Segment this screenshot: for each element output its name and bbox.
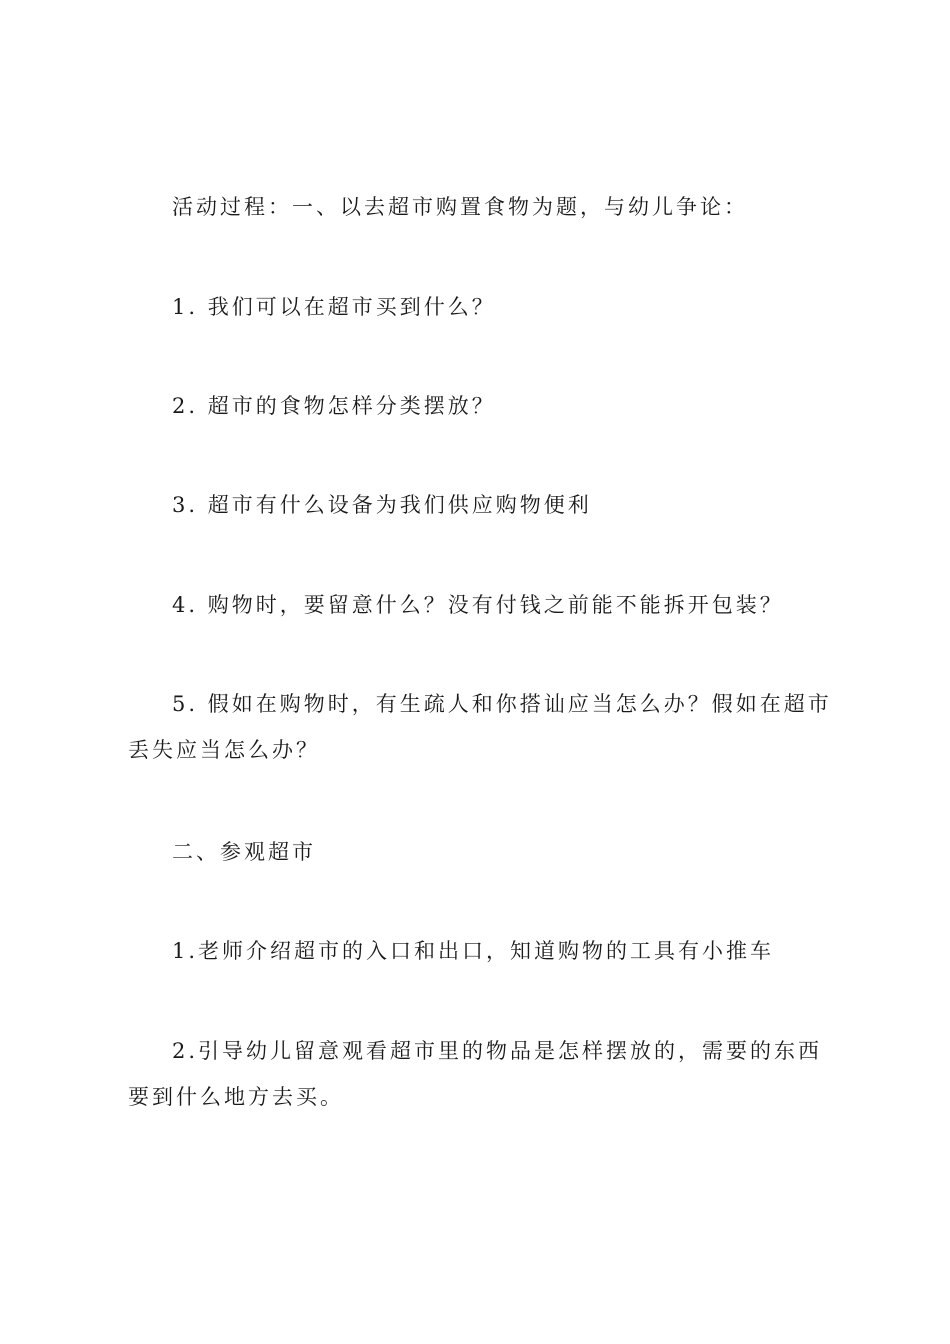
question-5: 5. 假如在购物时，有生疏人和你搭讪应当怎么办？假如在超市丢失应当怎么办？: [128, 692, 832, 762]
question-4: 4. 购物时，要留意什么？没有付钱之前能不能拆开包装？: [172, 593, 784, 617]
question-1: 1. 我们可以在超市买到什么？: [172, 295, 496, 319]
section-2-item-1: 1.老师介绍超市的入口和出口，知道购物的工具有小推车: [172, 939, 775, 963]
question-3: 3. 超市有什么设备为我们供应购物便利: [172, 493, 592, 517]
section-2-item-2: 2.引导幼儿留意观看超市里的物品是怎样摆放的，需要的东西要到什么地方去买。: [128, 1039, 823, 1109]
question-2: 2. 超市的食物怎样分类摆放？: [172, 394, 496, 418]
activity-process-heading: 活动过程：一、以去超市购置食物为题，与幼儿争论：: [172, 195, 748, 219]
section-2-heading: 二、参观超市: [172, 840, 316, 864]
